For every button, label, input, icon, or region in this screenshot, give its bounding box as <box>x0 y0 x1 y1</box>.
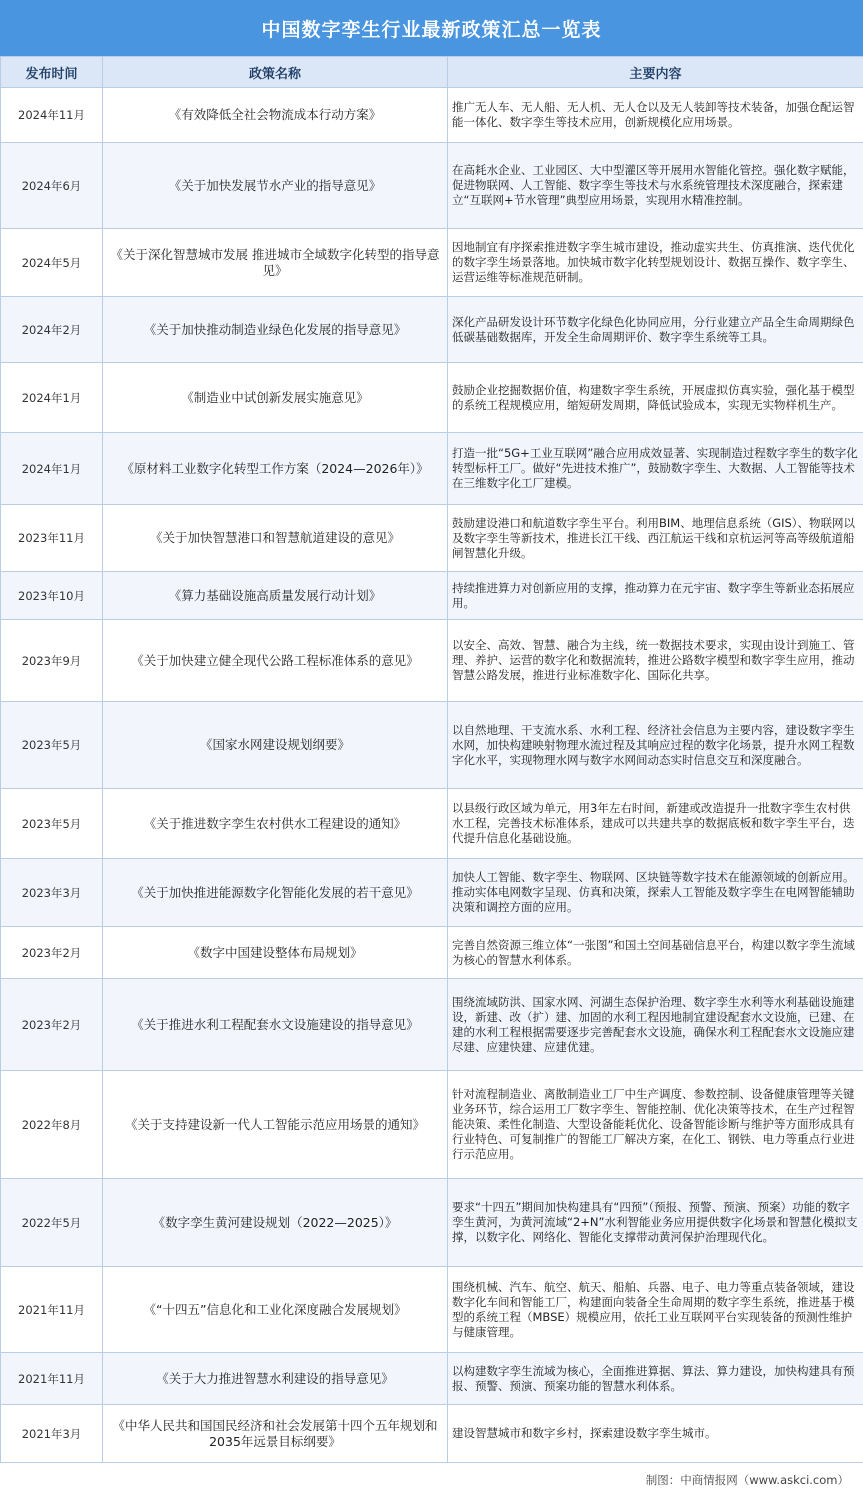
policy-content: 以县级行政区域为单元，用3年左右时间，新建或改造提升一批数字孪生农村供水工程，完善技术标准体系，建成可以共建共享的数据底板和数字孪生平台，迭代提升信息化基础设施。 <box>448 789 863 859</box>
policy-name: 《关于加快智慧港口和智慧航道建设的意见》 <box>103 505 448 572</box>
policy-content: 建设智慧城市和数字乡村，探索建设数字孪生城市。 <box>448 1405 863 1463</box>
policy-name: 《关于加快推进能源数字化智能化发展的若干意见》 <box>103 859 448 927</box>
policy-date: 2023年11月 <box>1 505 103 572</box>
policy-content: 推广无人车、无人船、无人机、无人仓以及无人装卸等技术装备，加强仓配运智能一体化、数字孪生等技术应用，创新规模化应用场景。 <box>448 88 863 143</box>
column-header-date: 发布时间 <box>1 57 103 88</box>
policy-content: 鼓励建设港口和航道数字孪生平台。利用BIM、地理信息系统（GIS）、物联网以及数字孪生等新技术，推进长江干线、西江航运干线和京杭运河等高等级航道船闸智慧化升级。 <box>448 505 863 572</box>
table-row <box>1 229 863 297</box>
policy-content: 鼓励企业挖掘数据价值，构建数字孪生系统，开展虚拟仿真实验，强化基于模型的系统工程规模应用，缩短研发周期，降低试验成本，实现无实物样机生产。 <box>448 363 863 433</box>
policy-date: 2023年2月 <box>1 927 103 979</box>
policy-content: 针对流程制造业、离散制造业工厂中生产调度、参数控制、设备健康管理等关键业务环节，综合运用工厂数字孪生、智能控制、优化决策等技术，在生产过程智能决策、柔性化制造、大型设备能耗优化、设备智能诊断与维护等方面形成具有行业特色、可复制推广的智能工厂解决方案，在化工、钢铁、电力等重点行业进行示范应用。 <box>448 1071 863 1179</box>
policy-date: 2021年11月 <box>1 1353 103 1405</box>
policy-name: 《关于加快建立健全现代公路工程标准体系的意见》 <box>103 620 448 702</box>
table-row <box>1 297 863 363</box>
table-row <box>1 88 863 143</box>
policy-name: 《关于加快推动制造业绿色化发展的指导意见》 <box>103 297 448 363</box>
policy-content: 要求“十四五”期间加快构建具有“四预”（预报、预警、预演、预案）功能的数字孪生黄河，为黄河流域“2+N”水利智能业务应用提供数字化场景和智慧化模拟支撑，以数字化、网络化、智能化支撑带动黄河保护治理现代化。 <box>448 1179 863 1267</box>
table-row <box>1 789 863 859</box>
table-row <box>1 927 863 979</box>
policy-name: 《关于推进数字孪生农村供水工程建设的通知》 <box>103 789 448 859</box>
policy-date: 2024年1月 <box>1 363 103 433</box>
policy-content: 持续推进算力对创新应用的支撑，推动算力在元宇宙、数字孪生等新业态拓展应用。 <box>448 572 863 620</box>
policy-name: 《国家水网建设规划纲要》 <box>103 702 448 789</box>
page-title: 中国数字孪生行业最新政策汇总一览表 <box>0 0 863 56</box>
policy-name: 《关于深化智慧城市发展 推进城市全域数字化转型的指导意见》 <box>103 229 448 297</box>
policy-name: 《数字中国建设整体布局规划》 <box>103 927 448 979</box>
policy-name: 《关于大力推进智慧水利建设的指导意见》 <box>103 1353 448 1405</box>
policy-name: 《算力基础设施高质量发展行动计划》 <box>103 572 448 620</box>
policy-content: 深化产品研发设计环节数字化绿色化协同应用，分行业建立产品全生命周期绿色低碳基础数据库，开发全生命周期评价、数字孪生系统等工具。 <box>448 297 863 363</box>
table-header-row <box>1 57 863 88</box>
policy-date: 2024年1月 <box>1 433 103 505</box>
table-row <box>1 363 863 433</box>
table-row <box>1 143 863 229</box>
policy-date: 2023年5月 <box>1 789 103 859</box>
policy-date: 2022年8月 <box>1 1071 103 1179</box>
policy-content: 以构建数字孪生流域为核心，全面推进算据、算法、算力建设，加快构建具有预报、预警、预演、预案功能的智慧水利体系。 <box>448 1353 863 1405</box>
policy-name: 《关于推进水利工程配套水文设施建设的指导意见》 <box>103 979 448 1071</box>
policy-date: 2024年2月 <box>1 297 103 363</box>
table-row <box>1 859 863 927</box>
policy-date: 2022年5月 <box>1 1179 103 1267</box>
policy-content: 加快人工智能、数字孪生、物联网、区块链等数字技术在能源领域的创新应用。推动实体电网数字呈现、仿真和决策，探索人工智能及数字孪生在电网智能辅助决策和调控方面的应用。 <box>448 859 863 927</box>
policy-date: 2021年11月 <box>1 1267 103 1353</box>
policy-content: 以自然地理、干支流水系、水利工程、经济社会信息为主要内容，建设数字孪生水网，加快构建映射物理水流过程及其响应过程的数字化场景，提升水网工程数字化水平，实现物理水网与数字水网间动态实时信息交互和深度融合。 <box>448 702 863 789</box>
column-header-name: 政策名称 <box>103 57 448 88</box>
policy-date: 2023年3月 <box>1 859 103 927</box>
policy-name: 《关于加快发展节水产业的指导意见》 <box>103 143 448 229</box>
table-row <box>1 1267 863 1353</box>
table-row <box>1 1179 863 1267</box>
policy-name: 《有效降低全社会物流成本行动方案》 <box>103 88 448 143</box>
policy-content: 因地制宜有序探索推进数字孪生城市建设，推动虚实共生、仿真推演、迭代优化的数字孪生场景落地。加快城市数字化转型规划设计、数据互操作、数字孪生、运营运维等标准规范研制。 <box>448 229 863 297</box>
table-row <box>1 505 863 572</box>
policy-date: 2023年9月 <box>1 620 103 702</box>
policy-content: 打造一批“5G+工业互联网”融合应用成效显著、实现制造过程数字孪生的数字化转型标杆工厂。做好“先进技术推广”，鼓励数字孪生、大数据、人工智能等技术在三维数字化工厂建模。 <box>448 433 863 505</box>
column-header-content: 主要内容 <box>448 57 863 88</box>
policy-name: 《中华人民共和国国民经济和社会发展第十四个五年规划和2035年远景目标纲要》 <box>103 1405 448 1463</box>
policy-date: 2023年2月 <box>1 979 103 1071</box>
source-credit: 制图：中商情报网（www.askci.com） <box>645 1473 849 1487</box>
policy-name: 《关于支持建设新一代人工智能示范应用场景的通知》 <box>103 1071 448 1179</box>
table-row <box>1 620 863 702</box>
policy-date: 2021年3月 <box>1 1405 103 1463</box>
table-row <box>1 979 863 1071</box>
policy-name: 《数字孪生黄河建设规划（2022—2025）》 <box>103 1179 448 1267</box>
table-row <box>1 1071 863 1179</box>
policy-date: 2024年11月 <box>1 88 103 143</box>
policy-content: 围绕机械、汽车、航空、航天、船舶、兵器、电子、电力等重点装备领域，建设数字化车间和智能工厂，构建面向装备全生命周期的数字孪生系统，推进基于模型的系统工程（MBSE）规模应用，依托工业互联网平台实现装备的预测性维护与健康管理。 <box>448 1267 863 1353</box>
policy-content: 围绕流域防洪、国家水网、河湖生态保护治理、数字孪生水利等水利基础设施建设，新建、改（扩）建、加固的水利工程因地制宜建设配套水文设施，已建、在建的水利工程根据需要逐步完善配套水文设施，确保水利工程配套水文设施应建尽建、应建快建、应建优建。 <box>448 979 863 1071</box>
table-row <box>1 433 863 505</box>
policy-content: 在高耗水企业、工业园区、大中型灌区等开展用水智能化管控。强化数字赋能，促进物联网、人工智能、数字孪生等技术与水系统管理技术深度融合，探索建立“互联网+节水管理”典型应用场景，实现用水精准控制。 <box>448 143 863 229</box>
table-row <box>1 1405 863 1463</box>
policy-table <box>0 56 863 1463</box>
policy-date: 2024年5月 <box>1 229 103 297</box>
table-row <box>1 702 863 789</box>
policy-name: 《制造业中试创新发展实施意见》 <box>103 363 448 433</box>
policy-date: 2023年5月 <box>1 702 103 789</box>
policy-name: 《“十四五”信息化和工业化深度融合发展规划》 <box>103 1267 448 1353</box>
policy-content: 以安全、高效、智慧、融合为主线，统一数据技术要求，实现由设计到施工、管理、养护、运营的数字化和数据流转，推进公路数字模型和数字孪生应用，推动智慧公路发展，推进行业标准数字化、国际化共享。 <box>448 620 863 702</box>
policy-name: 《原材料工业数字化转型工作方案（2024—2026年）》 <box>103 433 448 505</box>
table-row <box>1 572 863 620</box>
policy-date: 2024年6月 <box>1 143 103 229</box>
table-row <box>1 1353 863 1405</box>
policy-content: 完善自然资源三维立体“一张图”和国土空间基础信息平台，构建以数字孪生流域为核心的智慧水利体系。 <box>448 927 863 979</box>
policy-date: 2023年10月 <box>1 572 103 620</box>
